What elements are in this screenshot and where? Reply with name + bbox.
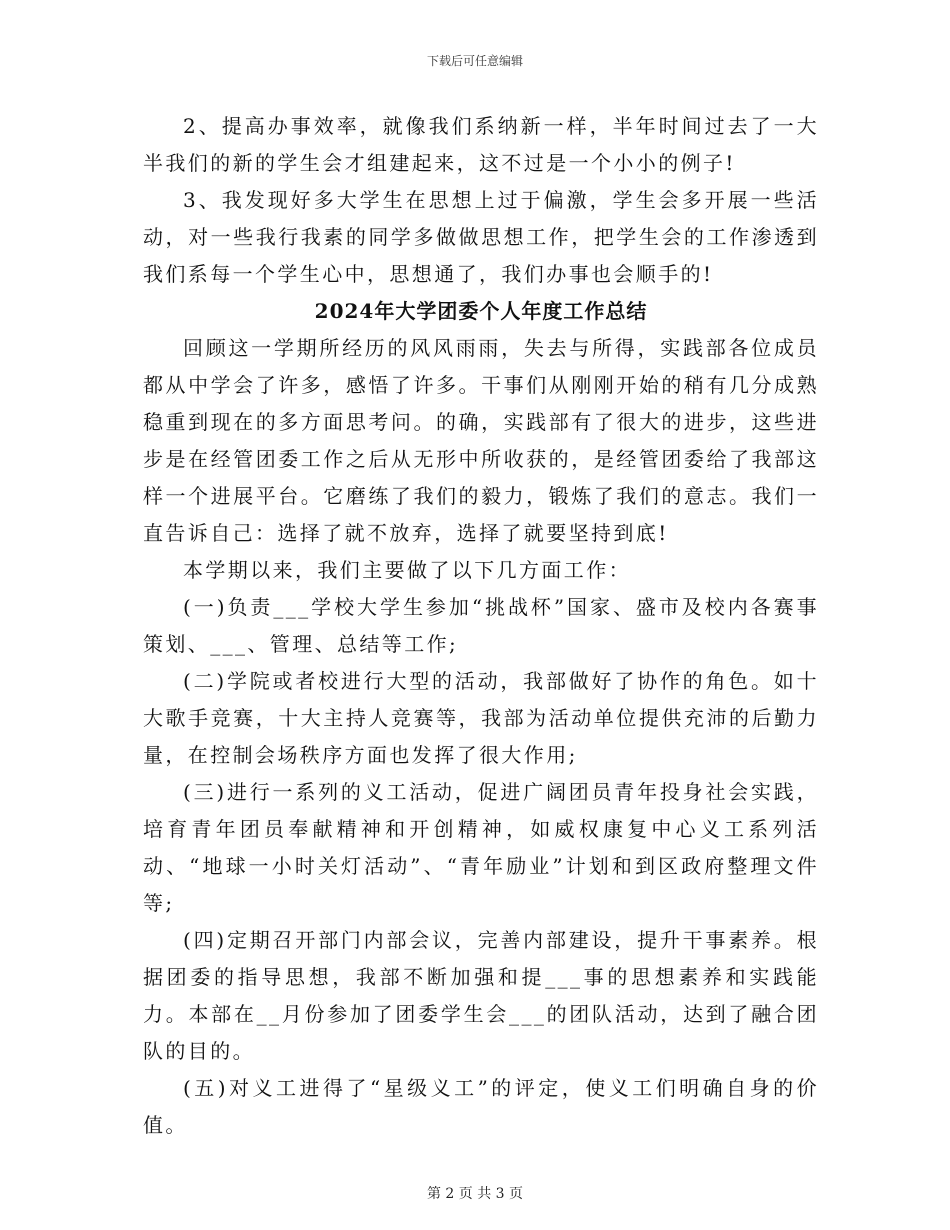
paragraph-work-4: (四)定期召开部门内部会议，完善内部建设，提升干事素养。根据团委的指导思想，我部不断加强和提___事的思想素养和实践能力。本部在__月份参加了团委学生会___的团队活动，达到了融合团队的目的。 <box>143 928 819 1063</box>
paragraph-work-2: (二)学院或者校进行大型的活动，我部做好了协作的角色。如十大歌手竞赛，十大主持人竞赛等，我部为活动单位提供充沛的后勤力量，在控制会场秩序方面也发挥了很大作用; <box>143 669 819 767</box>
paragraph-item-3: 3、我发现好多大学生在思想上过于偏激，学生会多开展一些活动，对一些我行我素的同学多做做思想工作，把学生会的工作渗透到我们系每一个学生心中，思想通了，我们办事也会顺手的! <box>143 188 819 286</box>
paragraph-item-2: 2、提高办事效率，就像我们系纳新一样，半年时间过去了一大半我们的新的学生会才组建起来，这不过是一个小小的例子! <box>143 114 819 175</box>
paragraph-work-5: (五)对义工进得了“星级义工”的评定，使义工们明确自身的价值。 <box>143 1076 819 1137</box>
header-note: 下载后可任意编辑 <box>426 54 523 68</box>
section-title: 2024年大学团委个人年度工作总结 <box>314 299 648 323</box>
page-number-footer: 第 2 页 共 3 页 <box>426 1186 524 1202</box>
paragraph-work-1: (一)负责___学校大学生参加“挑战杯”国家、盛市及校内各赛事策划、___、管理、总结等工作; <box>143 595 819 656</box>
paragraph-intro: 本学期以来，我们主要做了以下几方面工作： <box>183 558 631 582</box>
document-body <box>143 108 819 1144</box>
paragraph-review: 回顾这一学期所经历的风风雨雨，失去与所得，实践部各位成员都从中学会了许多，感悟了许多。干事们从刚刚开始的稍有几分成熟稳重到现在的多方面思考问。的确，实践部有了很大的进步，这些进步是在经管团委工作之后从无形中所收获的，是经管团委给了我部这样一个进展平台。它磨练了我们的毅力，锻炼了我们的意志。我们一直告诉自己：选择了就不放弃，选择了就要坚持到底! <box>143 336 819 545</box>
paragraph-work-3: (三)进行一系列的义工活动，促进广阔团员青年投身社会实践，培育青年团员奉献精神和开创精神，如威权康复中心义工系列活动、“地球一小时关灯活动”、“青年励业”计划和到区政府整理文件等; <box>143 780 819 915</box>
